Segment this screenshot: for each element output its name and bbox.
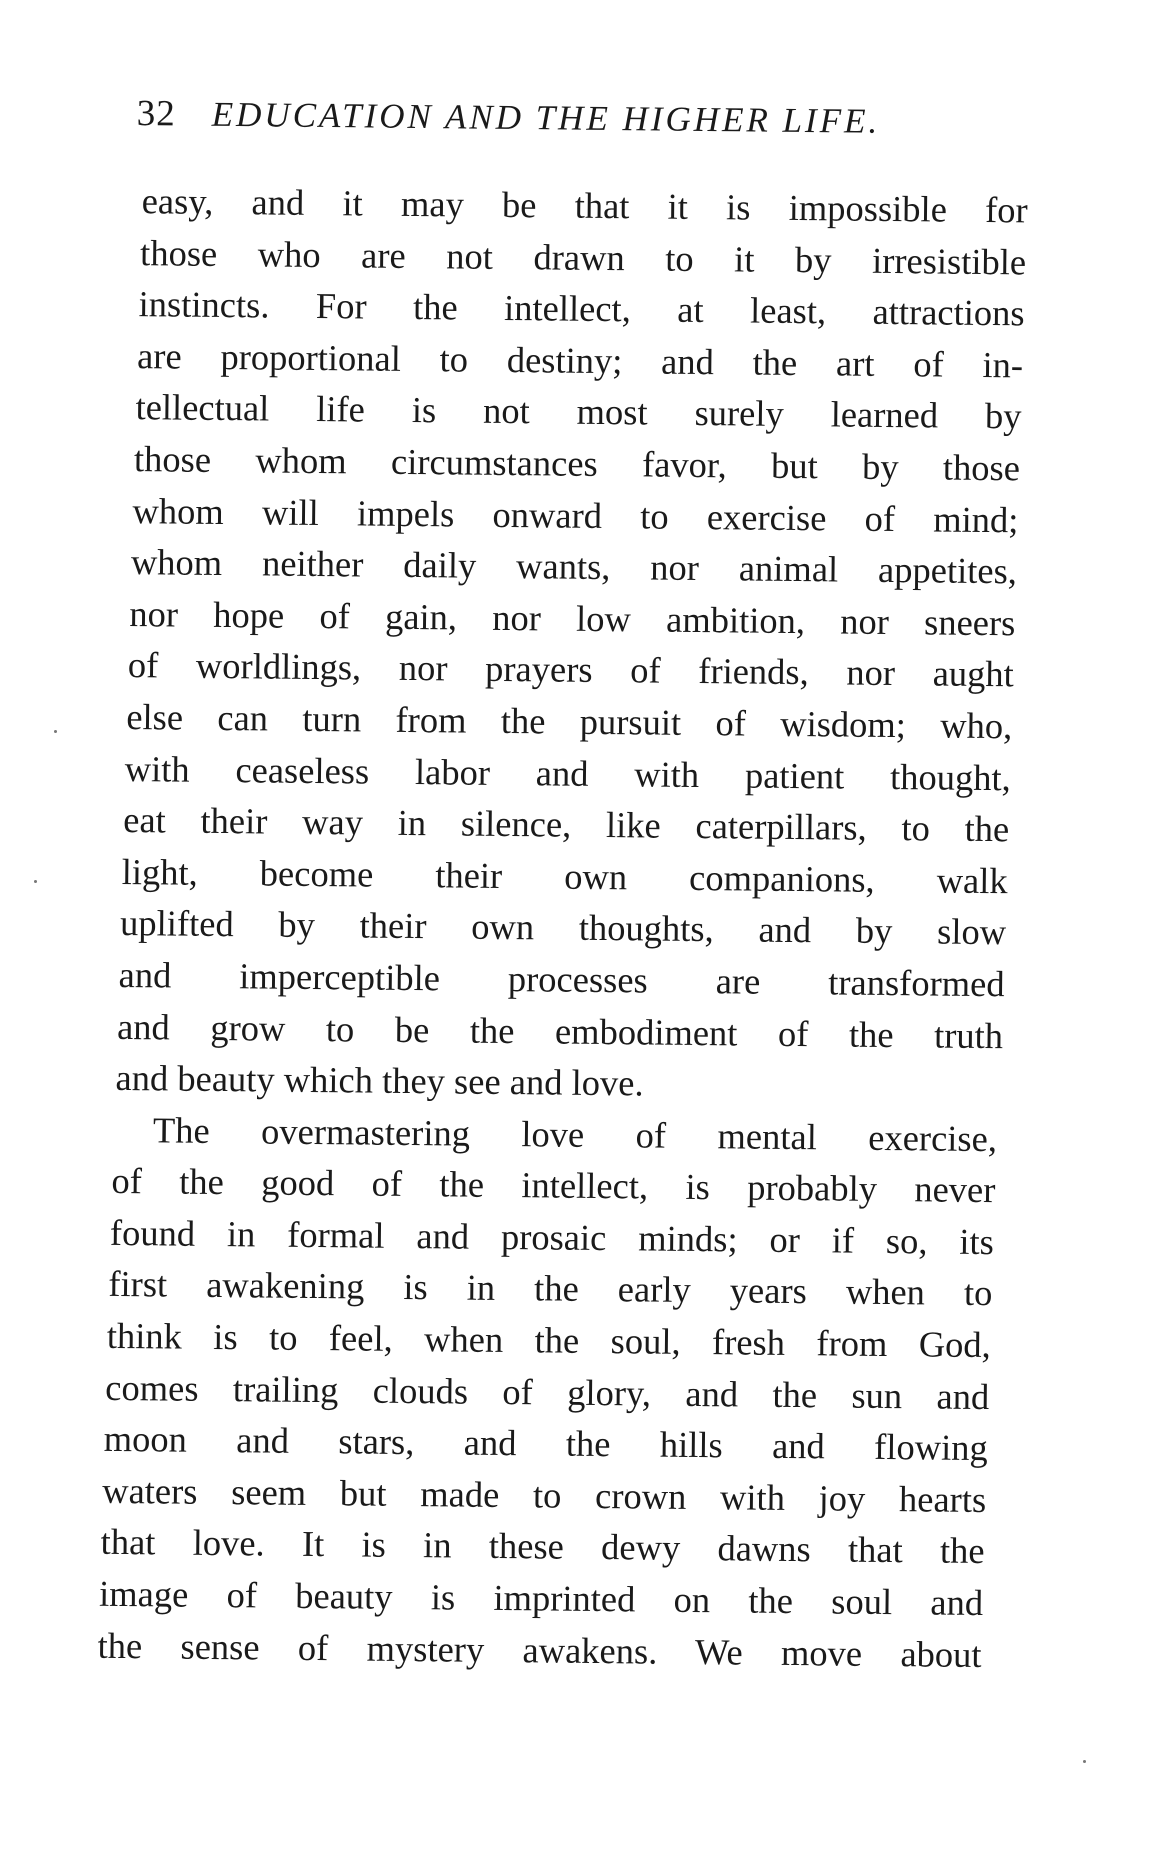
text-line: light, become their own companions, walk	[121, 850, 1008, 901]
body-text	[97, 175, 1028, 1681]
text-line: those who are not drawn to it by irresistible	[139, 231, 1027, 283]
text-line: of worldlings, nor prayers of friends, nor aught	[127, 644, 1015, 695]
paper-speck	[1083, 1760, 1086, 1763]
text-line: first awakening is in the early years when to	[108, 1263, 993, 1314]
text-line: uplifted by their own thoughts, and by slow	[119, 902, 1007, 953]
text-line: of the good of the intellect, is probably never	[111, 1160, 996, 1211]
running-title: EDUCATION AND THE HIGHER LIFE.	[211, 94, 881, 141]
text-line: and beauty which they see and love.	[115, 1057, 644, 1104]
text-line: with ceaseless labor and with patient thought,	[124, 747, 1011, 798]
text-line: The overmastering love of mental exercise,	[152, 1109, 998, 1159]
text-line: image of beauty is imprinted on the soul and	[98, 1572, 984, 1624]
text-line: whom neither daily wants, nor animal appetites,	[130, 541, 1018, 592]
paragraph-1	[115, 175, 1028, 1113]
running-head	[136, 92, 996, 151]
text-line: and grow to be the embodiment of the truth	[116, 1005, 1004, 1056]
text-line: found in formal and prosaic minds; or if so, its	[109, 1211, 995, 1262]
text-line: instincts. For the intellect, at least, attractions	[138, 283, 1025, 334]
text-line: easy, and it may be that it is impossible for	[141, 180, 1028, 231]
text-line: else can turn from the pursuit of wisdom; who,	[126, 695, 1013, 747]
text-line: eat their way in silence, like caterpillars, to the	[123, 799, 1010, 850]
text-line: are proportional to destiny; and the art of in-	[136, 334, 1024, 386]
paper-speck	[54, 730, 57, 733]
text-line: that love. It is in these dewy dawns that the	[100, 1521, 985, 1572]
text-line: nor hope of gain, nor low ambition, nor sneers	[129, 592, 1016, 644]
text-line: and imperceptible processes are transformed	[118, 953, 1005, 1005]
paper-speck	[34, 880, 37, 883]
page-number: 32	[136, 92, 176, 135]
text-line: moon and stars, and the hills and flowing	[103, 1418, 988, 1469]
text-line: tellectual life is not most surely learned by	[135, 386, 1022, 437]
text-line: comes trailing clouds of glory, and the sun and	[105, 1366, 990, 1417]
paragraph-2	[97, 1104, 1018, 1681]
text-line: think is to feel, when the soul, fresh from God,	[106, 1314, 992, 1366]
text-line: whom will impels onward to exercise of mind;	[132, 489, 1019, 540]
text-line: the sense of mystery awakens. We move about	[97, 1624, 982, 1675]
text-line: those whom circumstances favor, but by those	[133, 438, 1021, 489]
text-line: waters seem but made to crown with joy hearts	[102, 1469, 987, 1520]
